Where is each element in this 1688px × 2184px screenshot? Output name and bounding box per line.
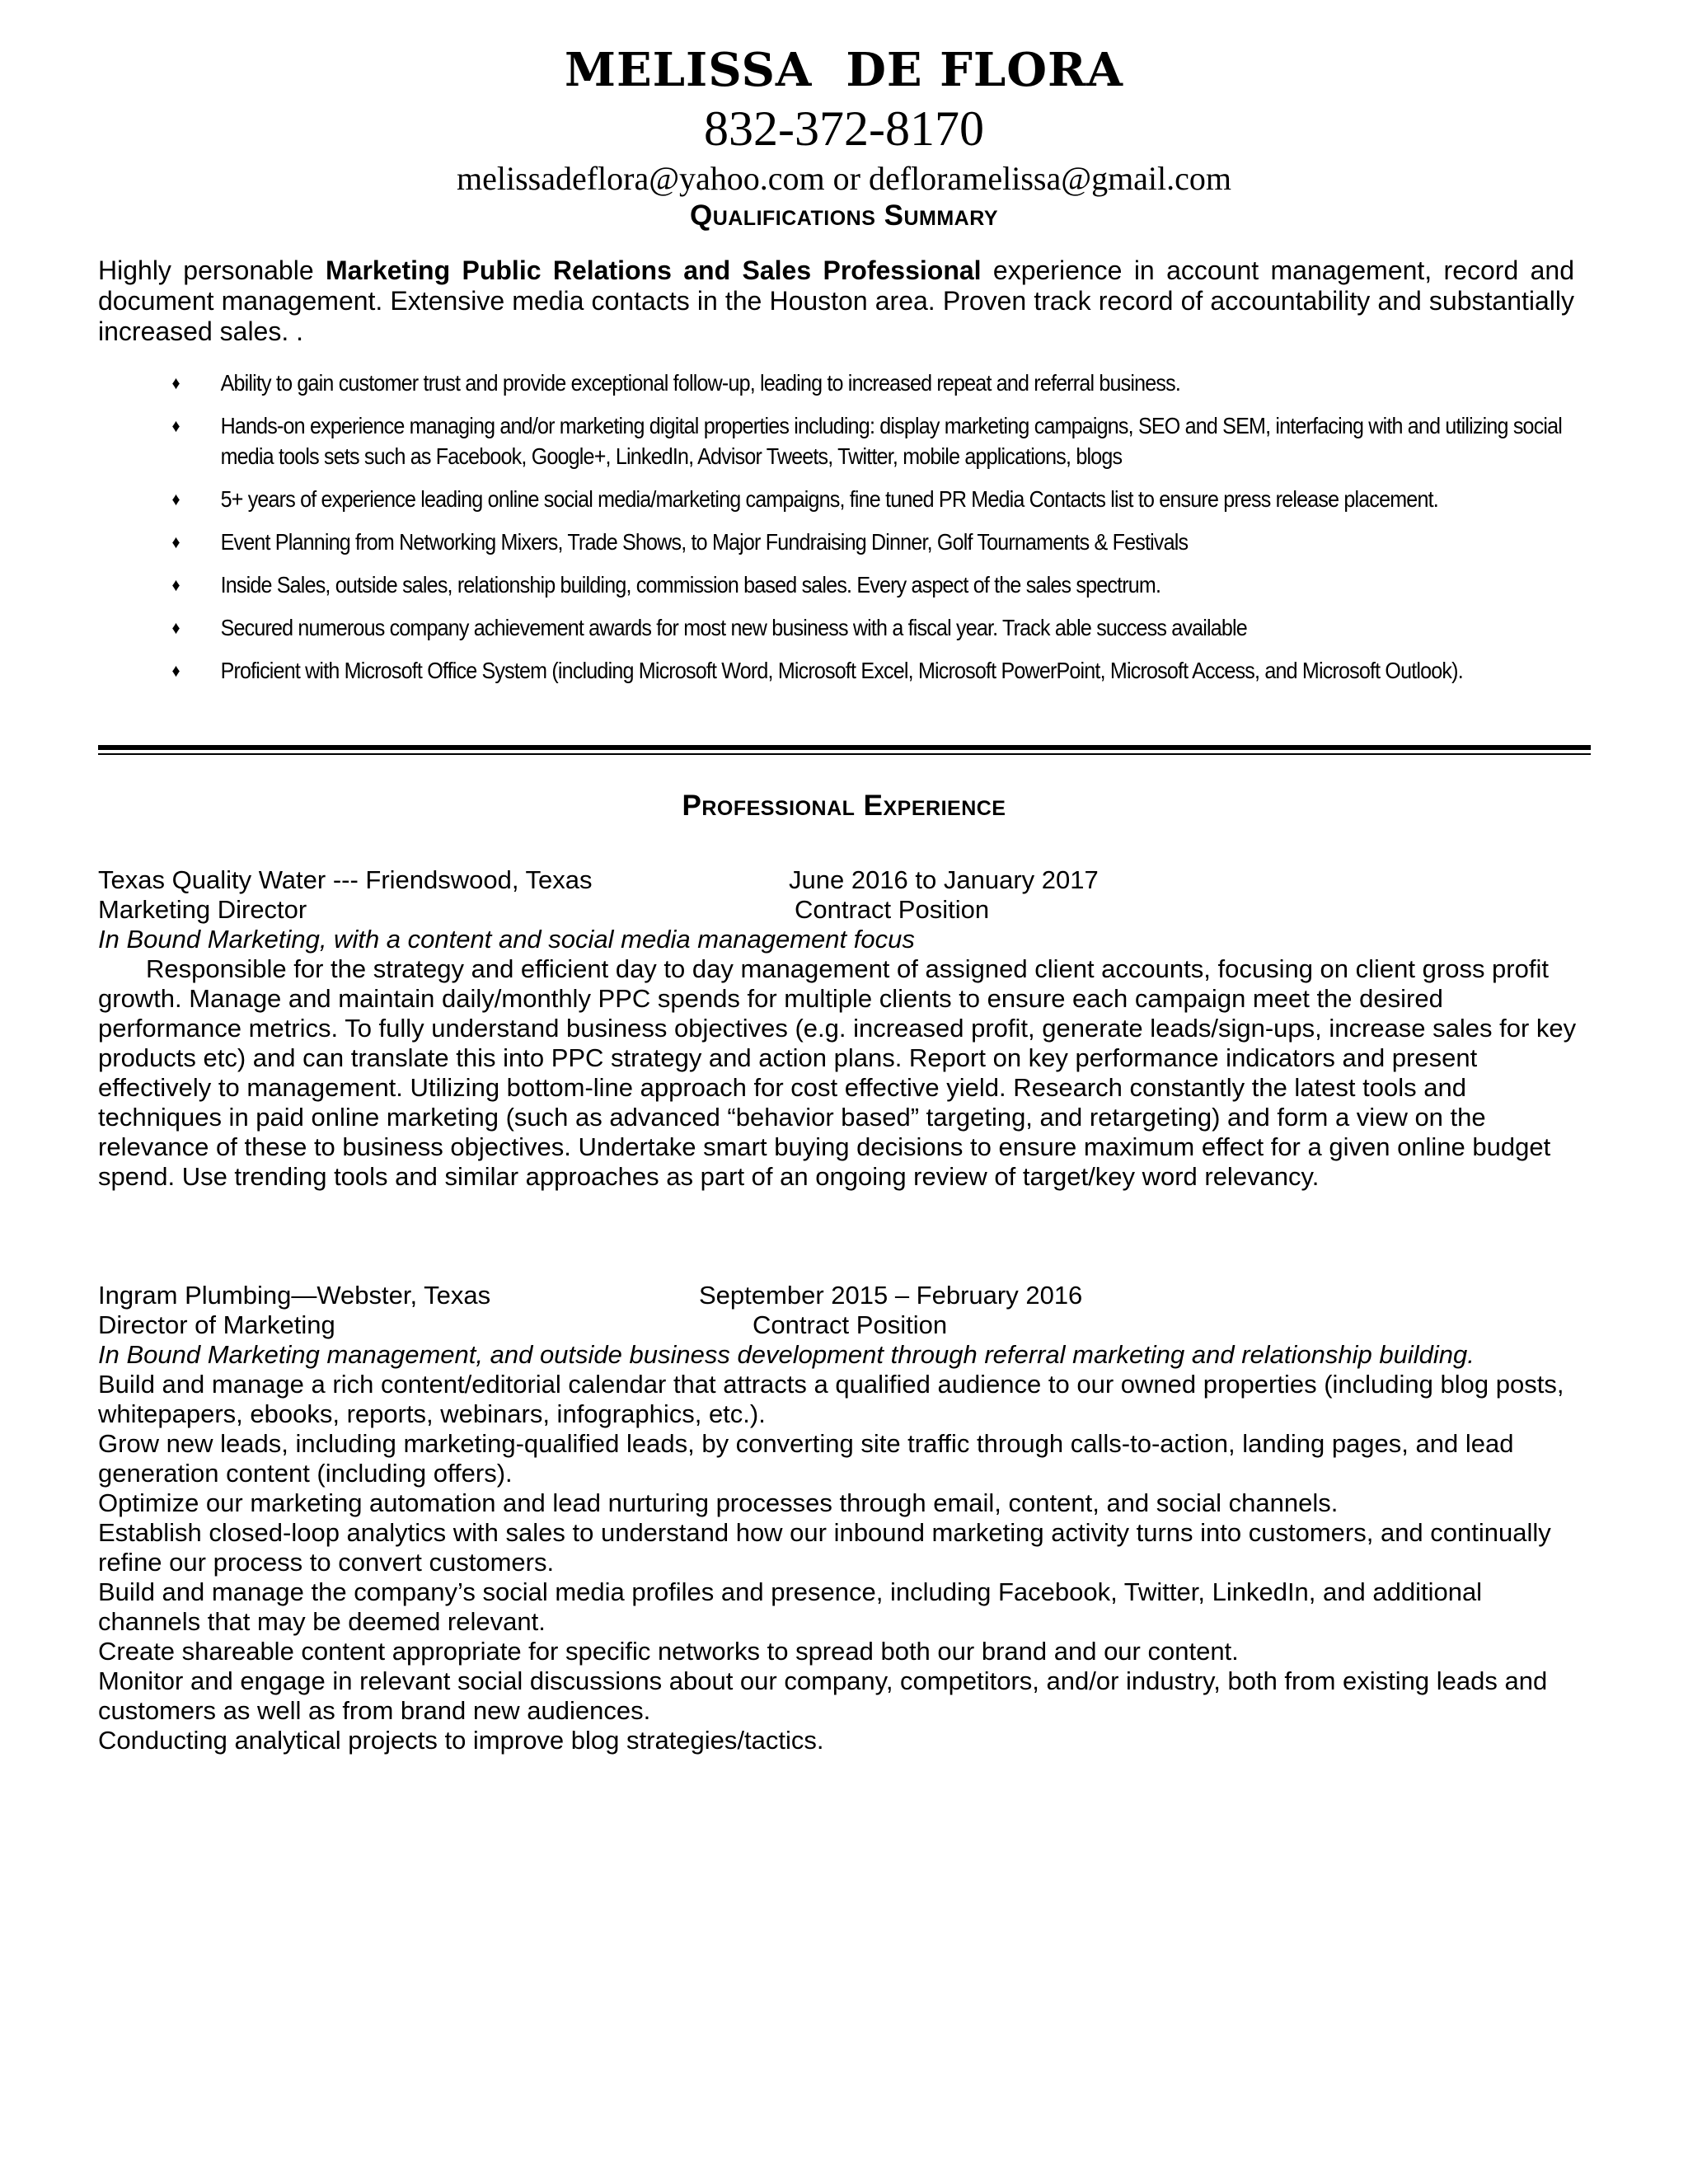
job-entry-texas-quality-water bbox=[98, 865, 1582, 1192]
employment-dates: September 2015 – February 2016 bbox=[699, 1281, 1083, 1310]
diamond-bullet-icon: ♦ bbox=[171, 489, 180, 509]
job-duty: Monitor and engage in relevant social discussions about our company, competitors, and/or industry, both from existing leads and customers as well as from brand new audiences. bbox=[98, 1666, 1548, 1725]
diamond-bullet-icon: ♦ bbox=[171, 373, 180, 393]
job-duty: Conducting analytical projects to improve blog strategies/tactics. bbox=[98, 1726, 824, 1755]
list-item-text: Proficient with Microsoft Office System (including Microsoft Word, Microsoft Excel, Microsoft PowerPoint, Microsoft Access, and Microsoft Outlook). bbox=[220, 658, 1463, 683]
email-addresses: melissadeflora@yahoo.com or defloramelissa@gmail.com bbox=[456, 160, 1232, 197]
list-item-text: Secured numerous company achievement awards for most new business with a fiscal year. Track able success available bbox=[220, 615, 1247, 640]
job-role-row bbox=[98, 895, 1582, 925]
list-item bbox=[98, 612, 1581, 643]
job-title: Director of Marketing bbox=[98, 1310, 335, 1339]
job-duty: Establish closed-loop analytics with sales to understand how our inbound marketing activity turns into customers, and continually refine our process to convert customers. bbox=[98, 1518, 1551, 1577]
list-item-text: Inside Sales, outside sales, relationship building, commission based sales. Every aspect of the sales spectrum. bbox=[220, 572, 1161, 598]
list-item-text: Event Planning from Networking Mixers, Trade Shows, to Major Fundraising Dinner, Golf Tournaments & Festivals bbox=[220, 529, 1189, 555]
employment-type: Contract Position bbox=[753, 1310, 948, 1339]
job-description: Responsible for the strategy and efficient day to day management of assigned client accounts, focusing on client gross profit growth. Manage and maintain daily/monthly PPC spends for multiple clients to ensure each campaign meet the desired performance metrics. To fully understand business objectives (e.g. increased profit, generate leads/sign-ups, increase sales for key products etc) and can translate this into PPC strategy and action plans. Report on key performance indicators and present effectively to management. Utilizing bottom-line approach for cost effective yield. Research constantly the latest tools and techniques in paid online marketing (such as advanced “behavior based” targeting, and retargeting) and form a view on the relevance of these to business objectives. Undertake smart buying decisions to ensure maximum effect for a given online budget spend. Use trending tools and similar approaches as part of an ongoing review of target/key word relevancy. bbox=[98, 954, 1577, 1191]
job-duty: Build and manage a rich content/editorial calendar that attracts a qualified audience to our owned properties (including blog posts, whitepapers, ebooks, reports, webinars, infographics, etc.). bbox=[98, 1370, 1564, 1428]
job-duty: Create shareable content appropriate for specific networks to spread both our brand and our content. bbox=[98, 1637, 1239, 1666]
job-focus: In Bound Marketing management, and outside business development through referral marketing and relationship building. bbox=[98, 1340, 1475, 1369]
experience-heading: Professional Experience bbox=[682, 790, 1006, 822]
employment-type: Contract Position bbox=[795, 895, 990, 924]
qualifications-list bbox=[98, 368, 1581, 698]
qualifications-heading: Qualifications Summary bbox=[689, 199, 999, 232]
job-title: Marketing Director bbox=[98, 895, 307, 924]
list-item bbox=[98, 527, 1581, 557]
list-item bbox=[98, 484, 1581, 514]
job-header-row bbox=[98, 1281, 1582, 1310]
candidate-name: MELISSA DE FLORA bbox=[565, 43, 1123, 97]
company-location: Ingram Plumbing—Webster, Texas bbox=[98, 1281, 491, 1310]
job-role-row bbox=[98, 1310, 1582, 1340]
diamond-bullet-icon: ♦ bbox=[171, 415, 180, 436]
job-duty: Grow new leads, including marketing-qualified leads, by converting site traffic through calls-to-action, landing pages, and lead generation content (including offers). bbox=[98, 1429, 1514, 1488]
list-item bbox=[98, 410, 1581, 471]
section-divider-thin bbox=[98, 753, 1591, 755]
summary-intro: Highly personable bbox=[98, 255, 326, 285]
diamond-bullet-icon: ♦ bbox=[171, 574, 180, 595]
list-item bbox=[98, 368, 1581, 398]
phone-number: 832-372-8170 bbox=[704, 101, 984, 156]
job-focus: In Bound Marketing, with a content and social media management focus bbox=[98, 925, 915, 954]
job-duty: Optimize our marketing automation and lead nurturing processes through email, content, and social channels. bbox=[98, 1488, 1339, 1517]
diamond-bullet-icon: ♦ bbox=[171, 617, 180, 638]
company-location: Texas Quality Water --- Friendswood, Texas bbox=[98, 865, 593, 894]
summary-highlight: Marketing Public Relations and Sales Professional bbox=[325, 255, 982, 285]
job-header-row bbox=[98, 865, 1582, 895]
job-duty: Build and manage the company’s social media profiles and presence, including Facebook, Twitter, LinkedIn, and additional channels that may be deemed relevant. bbox=[98, 1577, 1483, 1636]
section-divider bbox=[98, 745, 1591, 750]
list-item bbox=[98, 655, 1581, 686]
diamond-bullet-icon: ♦ bbox=[171, 660, 180, 681]
summary-text: experience in account management, record and document management. Extensive media contacts in the Houston area. Proven track record of accountability and substantially increased sales. . bbox=[98, 255, 1574, 346]
diamond-bullet-icon: ♦ bbox=[171, 532, 180, 552]
list-item bbox=[98, 569, 1581, 600]
list-item-text: Ability to gain customer trust and provide exceptional follow-up, leading to increased repeat and referral business. bbox=[220, 370, 1181, 396]
list-item-text: 5+ years of experience leading online social media/marketing campaigns, fine tuned PR Media Contacts list to ensure press release placement. bbox=[220, 486, 1438, 512]
qualifications-summary bbox=[98, 255, 1574, 347]
employment-dates: June 2016 to January 2017 bbox=[789, 865, 1099, 894]
job-entry-ingram-plumbing bbox=[98, 1281, 1582, 1755]
list-item-text: Hands-on experience managing and/or marketing digital properties including: display marketing campaigns, SEO and SEM, interfacing with and utilizing social media tools sets such as Facebook, Google+, LinkedIn, Advisor Tweets, Twitter, mobile applications, blogs bbox=[220, 413, 1563, 469]
